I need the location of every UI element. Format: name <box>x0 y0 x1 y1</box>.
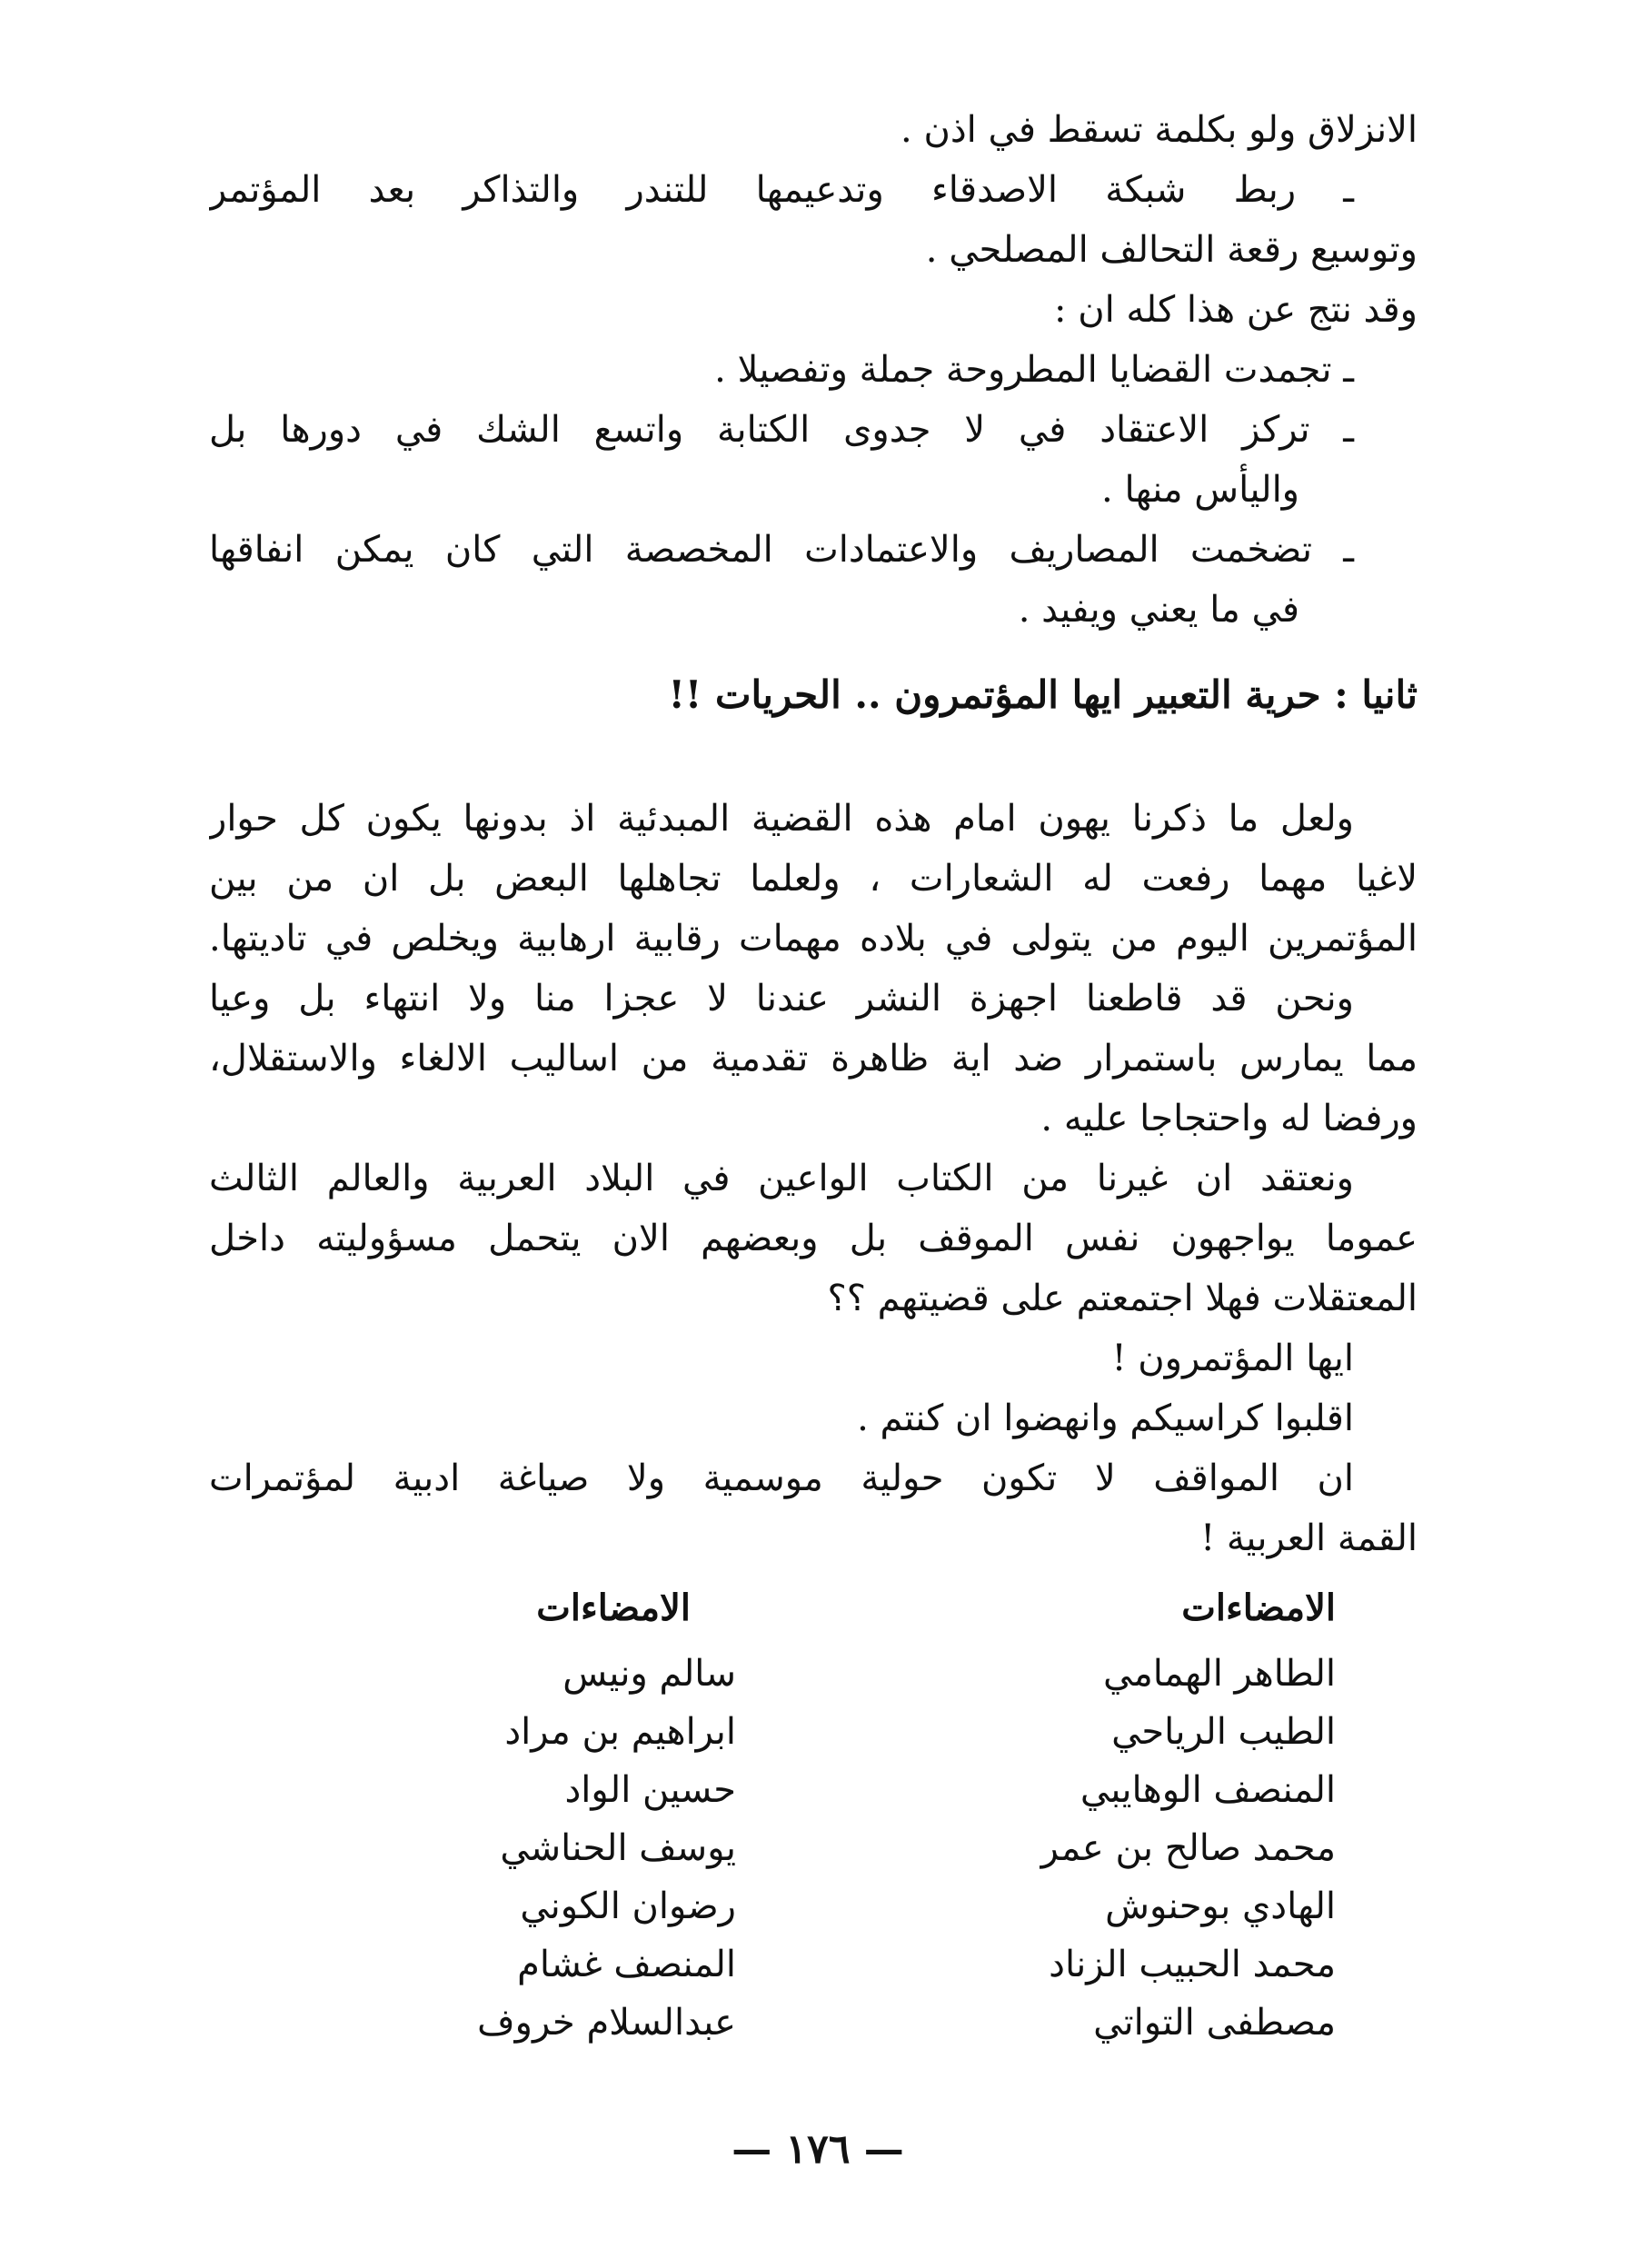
section-heading: ثانيا : حرية التعبير ايها المؤتمرون .. الحريات !! <box>668 672 1418 717</box>
text-line: ـ تركز الاعتقاد في لا جدوى الكتابة واتسع الشك في دورها بل <box>209 409 1354 451</box>
signature-name: مصطفى التواتي <box>1093 2002 1336 2044</box>
text-line: عموما يواجهون نفس الموقف بل وبعضهم الان يتحمل مسؤوليته داخل <box>209 1218 1418 1259</box>
text-line: مما يمارس باستمرار ضد اية ظاهرة تقدمية من اساليب الالغاء والاستقلال، <box>209 1038 1418 1079</box>
text-line: الانزلاق ولو بكلمة تسقط في اذن . <box>901 109 1418 151</box>
text-line: ورفضا له واحتجاجا عليه . <box>1040 1098 1418 1139</box>
text-line: ايها المؤتمرون ! <box>1111 1338 1354 1379</box>
text-line: اقلبوا كراسيكم وانهضوا ان كنتم . <box>857 1398 1354 1439</box>
text-line: ـ ربط شبكة الاصدقاء وتدعيمها للتندر والتذاكر بعد المؤتمر <box>209 169 1354 211</box>
text-line: واليأس منها . <box>1101 469 1299 511</box>
signature-name: محمد الحبيب الزناد <box>1049 1944 1336 1985</box>
signatures-header-left: الامضاءات <box>536 1587 691 1629</box>
signature-name: حسين الواد <box>564 1769 736 1811</box>
text-line: في ما يعني ويفيد . <box>1018 589 1299 631</box>
text-line: القمة العربية ! <box>1200 1517 1418 1559</box>
signature-name: سالم ونيس <box>562 1653 736 1695</box>
signature-name: الطيب الرياحي <box>1111 1711 1336 1753</box>
signature-name: يوسف الحناشي <box>500 1827 736 1869</box>
text-line: ـ تجمدت القضايا المطروحة جملة وتفصيلا . <box>714 349 1354 391</box>
text-line: ـ تضخمت المصاريف والاعتمادات المخصصة التي كان يمكن انفاقها <box>209 529 1354 571</box>
signatures-left-column <box>409 1645 736 2052</box>
text-line: ونحن قد قاطعنا اجهزة النشر عندنا لا عجزا منا ولا انتهاء بل وعيا <box>209 978 1354 1020</box>
text-line: ان المواقف لا تكون حولية موسمية ولا صياغة ادبية لمؤتمرات <box>209 1457 1354 1499</box>
text-line: وتوسيع رقعة التحالف المصلحي . <box>925 229 1418 271</box>
signature-name: المنصف الوهايبي <box>1080 1769 1336 1811</box>
signature-name: ابراهيم بن مراد <box>504 1711 736 1753</box>
signature-name: محمد صالح بن عمر <box>1040 1827 1336 1869</box>
signature-name: رضوان الكوني <box>520 1885 736 1927</box>
text-line: المعتقلات فهلا اجتمعتم على قضيتهم ؟؟ <box>827 1278 1418 1319</box>
signatures-header-right: الامضاءات <box>1181 1587 1336 1629</box>
signature-name: عبدالسلام خروف <box>477 2002 736 2044</box>
text-line: وقد نتج عن هذا كله ان : <box>1054 289 1418 331</box>
signature-name: الهادي بوحنوش <box>1105 1885 1336 1927</box>
text-line: ونعتقد ان غيرنا من الكتاب الواعين في البلاد العربية والعالم الثالث <box>209 1158 1354 1199</box>
text-line: لاغيا مهما رفعت له الشعارات ، ولعلما تجاهلها البعض بل ان من بين <box>209 858 1418 900</box>
signature-name: المنصف غشام <box>517 1944 736 1985</box>
page-number: — ١٧٦ — <box>731 2126 904 2173</box>
signature-name: الطاهر الهمامي <box>1103 1653 1336 1695</box>
text-line: ولعل ما ذكرنا يهون امام هذه القضية المبدئية اذ بدونها يكون كل حوار <box>209 798 1354 840</box>
text-block-2 <box>209 789 1418 1568</box>
text-line: المؤتمرين اليوم من يتولى في بلاده مهمات رقابية ارهابية ويخلص في تاديتها. <box>209 918 1418 960</box>
signatures-right-column <box>981 1645 1336 2052</box>
text-block-1 <box>209 100 1418 640</box>
